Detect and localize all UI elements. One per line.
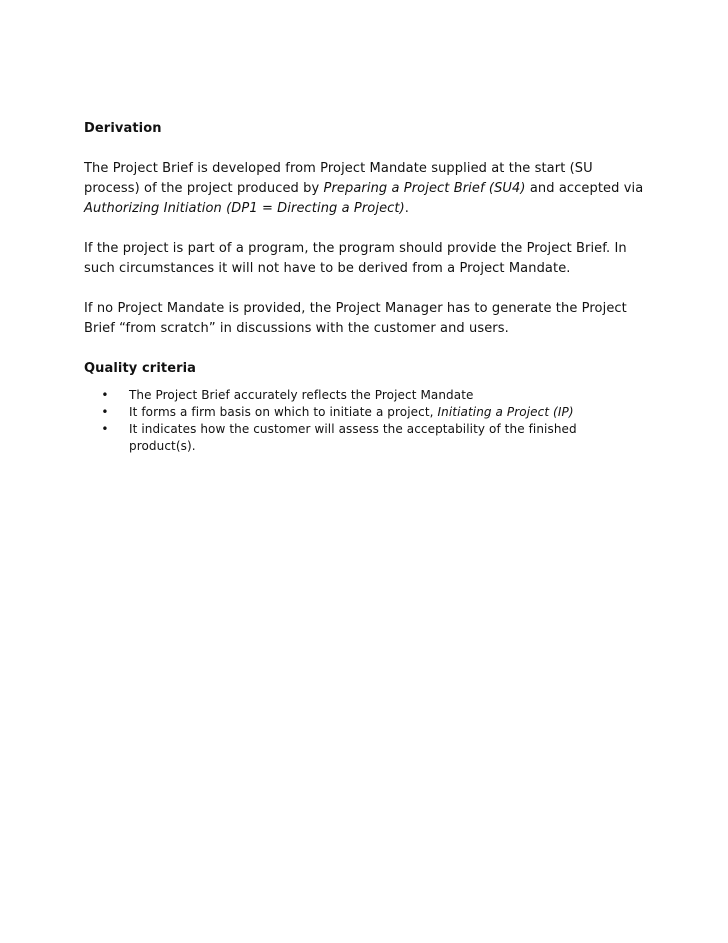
list-item-text: It indicates how the customer will assess the acceptability of the finished product(s). — [129, 422, 577, 453]
bullet-icon: • — [101, 422, 109, 436]
derivation-paragraph-1-text-a: The Project Brief is developed from Project Mandate supplied at the start (SU process) of the project produced by — [84, 161, 593, 196]
bullet-icon: • — [101, 405, 109, 419]
list-item-italic: Initiating a Project (IP) — [437, 405, 574, 419]
list-item — [84, 421, 644, 455]
derivation-paragraph-1-text-c: . — [404, 201, 410, 216]
list-item-text: The Project Brief accurately reflects the Project Mandate — [129, 388, 474, 402]
derivation-paragraph-1-text-b: and accepted via — [525, 181, 644, 196]
quality-criteria-list — [84, 387, 644, 455]
list-item — [84, 404, 644, 421]
list-item-text: It forms a firm basis on which to initiate a project, — [129, 405, 438, 419]
derivation-paragraph-1-italic-b: Authorizing Initiation (DP1 = Directing a Project) — [84, 201, 405, 216]
document-content — [84, 119, 644, 455]
spacer — [84, 219, 644, 239]
bullet-icon: • — [101, 388, 109, 402]
quality-criteria-heading: Quality criteria — [84, 361, 197, 376]
derivation-paragraph-3: If no Project Mandate is provided, the Project Manager has to generate the Project Brief “from scratch” in discussions with the customer and users. — [84, 301, 627, 336]
spacer — [84, 139, 644, 159]
list-item — [84, 387, 644, 404]
spacer — [84, 339, 644, 359]
derivation-heading: Derivation — [84, 121, 162, 136]
derivation-paragraph-1 — [84, 159, 644, 219]
spacer — [84, 279, 644, 299]
derivation-paragraph-2: If the project is part of a program, the program should provide the Project Brief. In such circumstances it will not have to be derived from a Project Mandate. — [84, 241, 627, 276]
derivation-paragraph-1-italic-a: Preparing a Project Brief (SU4) — [323, 181, 526, 196]
